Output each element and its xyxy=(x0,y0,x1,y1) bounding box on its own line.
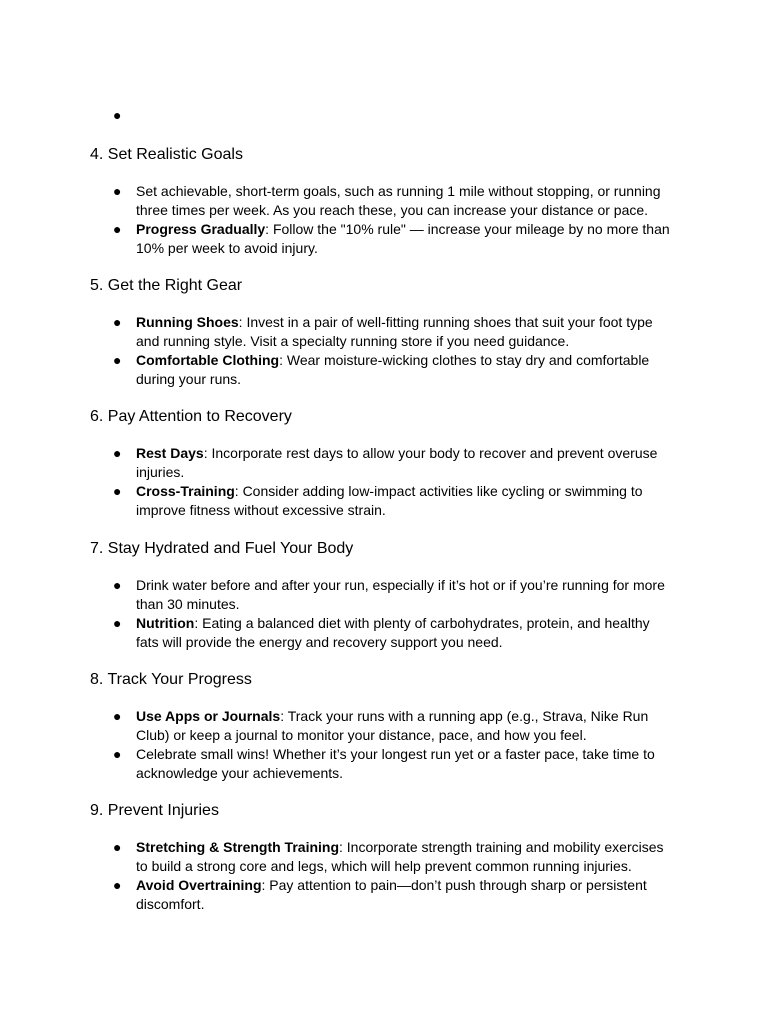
item-text: : Pay attention to pain—don’t push through sharp or persistent discomfort. xyxy=(136,877,647,912)
bullet-list xyxy=(90,444,690,520)
bullet-icon: ● xyxy=(113,445,122,461)
bullet-icon: ● xyxy=(113,708,122,724)
bullet-icon: ● xyxy=(113,183,122,199)
list-item xyxy=(90,707,674,745)
item-text: Set achievable, short-term goals, such as running 1 mile without stopping, or running three times per week. As you reach these, you can increase your distance or pace. xyxy=(136,183,661,218)
bullet-list xyxy=(90,707,690,783)
bullet-icon: ● xyxy=(113,839,122,855)
section-heading: 7. Stay Hydrated and Fuel Your Body xyxy=(90,540,354,557)
item-text: Celebrate small wins! Whether it’s your longest run yet or a faster pace, take time to acknowledge your achievements. xyxy=(136,746,655,781)
list-item xyxy=(90,313,674,351)
item-text: Drink water before and after your run, especially if it’s hot or if you’re running for more than 30 minutes. xyxy=(136,577,665,612)
bullet-icon: ● xyxy=(113,577,122,593)
empty-bullet: ● xyxy=(113,107,122,123)
bullet-icon: ● xyxy=(113,615,122,631)
list-item xyxy=(90,876,674,914)
item-text: : Incorporate rest days to allow your body to recover and prevent overuse injuries. xyxy=(136,445,658,480)
item-text: : Track your runs with a running app (e.g., Strava, Nike Run Club) or keep a journal to monitor your distance, pace, and how you feel. xyxy=(136,708,649,743)
section-prevent-injuries xyxy=(90,801,690,912)
list-item xyxy=(90,614,674,652)
item-text: : Invest in a pair of well-fitting running shoes that suit your foot type and running style. Visit a specialty running store if you need guidance. xyxy=(136,314,653,349)
bullet-icon: ● xyxy=(113,746,122,762)
bullet-list xyxy=(90,313,690,389)
bullet-icon: ● xyxy=(113,352,122,368)
item-bold-label: Nutrition xyxy=(136,615,195,631)
item-text: : Wear moisture-wicking clothes to stay dry and comfortable during your runs. xyxy=(136,352,650,387)
item-bold-label: Avoid Overtraining xyxy=(136,877,262,893)
item-bold-label: Progress Gradually xyxy=(136,221,266,237)
section-get-the-right-gear xyxy=(90,276,690,387)
list-item xyxy=(90,745,674,783)
section-pay-attention-to-recovery xyxy=(90,407,690,518)
section-heading: 4. Set Realistic Goals xyxy=(90,146,243,163)
bullet-list xyxy=(90,182,690,258)
list-item xyxy=(90,482,674,520)
list-item xyxy=(90,576,674,614)
item-bold-label: Rest Days xyxy=(136,445,204,461)
item-bold-label: Use Apps or Journals xyxy=(136,708,281,724)
list-item xyxy=(90,351,674,389)
bullet-list xyxy=(90,838,690,914)
section-heading: 9. Prevent Injuries xyxy=(90,802,219,819)
bullet-icon: ● xyxy=(113,314,122,330)
item-text: : Consider adding low-impact activities like cycling or swimming to improve fitness without excessive strain. xyxy=(136,483,643,518)
bullet-list xyxy=(90,576,690,652)
section-track-your-progress xyxy=(90,670,690,781)
section-set-realistic-goals xyxy=(90,145,690,256)
item-bold-label: Cross-Training xyxy=(136,483,235,499)
section-heading: 6. Pay Attention to Recovery xyxy=(90,408,292,425)
bullet-icon: ● xyxy=(113,483,122,499)
section-heading: 5. Get the Right Gear xyxy=(90,277,243,294)
item-text: : Incorporate strength training and mobility exercises to build a strong core and legs, which will help prevent common running injuries. xyxy=(136,839,664,874)
item-text: : Eating a balanced diet with plenty of carbohydrates, protein, and healthy fats will provide the energy and recovery support you need. xyxy=(136,615,650,650)
bullet-icon: ● xyxy=(113,221,122,237)
section-heading: 8. Track Your Progress xyxy=(90,671,252,688)
bullet-icon: ● xyxy=(113,877,122,893)
item-bold-label: Stretching & Strength Training xyxy=(136,839,340,855)
section-stay-hydrated xyxy=(90,539,690,650)
item-bold-label: Running Shoes xyxy=(136,314,239,330)
list-item xyxy=(90,838,674,876)
list-item xyxy=(90,444,674,482)
item-bold-label: Comfortable Clothing xyxy=(136,352,280,368)
list-item xyxy=(90,220,674,258)
item-text: : Follow the "10% rule" — increase your mileage by no more than 10% per week to avoid injury. xyxy=(136,221,670,256)
list-item xyxy=(90,182,674,220)
